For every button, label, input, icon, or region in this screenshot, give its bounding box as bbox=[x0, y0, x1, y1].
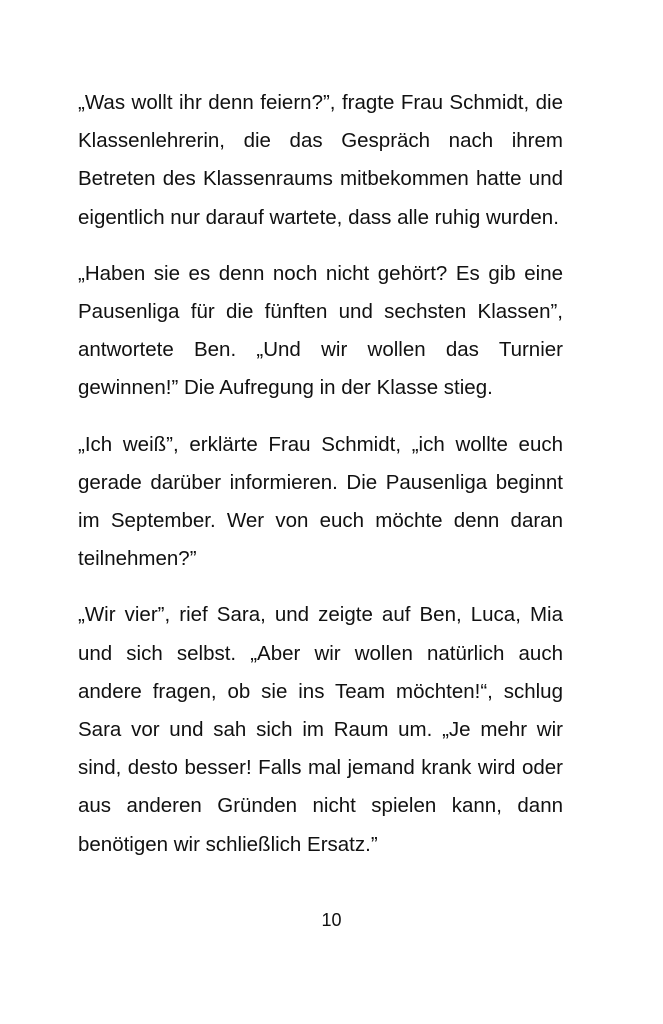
paragraph-2: „Haben sie es denn noch nicht gehört? Es gib eine Pausenliga für die fünften und sechsten Klassen”, antwortete Ben. „Und wir wollen das Turnier gewinnen!” Die Aufregung in der Klasse stieg. bbox=[78, 261, 563, 400]
paragraph-1: „Was wollt ihr denn feiern?”, fragte Frau Schmidt, die Klassenlehrerin, die das Gespräch nach ihrem Betreten des Klassenraums mitbekommen hatte und eigentlich nur darauf wartete, dass alle ruhig wurden. bbox=[78, 91, 563, 229]
page-number: 10 bbox=[321, 910, 342, 930]
body-text bbox=[78, 84, 563, 882]
paragraph-4: „Wir vier”, rief Sara, und zeigte auf Ben, Luca, Mia und sich selbst. „Aber wir wollen natürlich auch andere fragen, ob sie ins Team möchten!“, schlug Sara vor und sah sich im Raum um. „Je mehr wir sind, desto besser! Falls mal jemand krank wird oder aus anderen Gründen nicht spielen kann, dann benötigen wir schließlich Ersatz.” bbox=[78, 603, 563, 856]
paragraph-3: „Ich weiß”, erklärte Frau Schmidt, „ich wollte euch gerade darüber informieren. Die Pausenliga beginnt im September. Wer von euch möchte denn daran teilnehmen?” bbox=[78, 432, 563, 571]
